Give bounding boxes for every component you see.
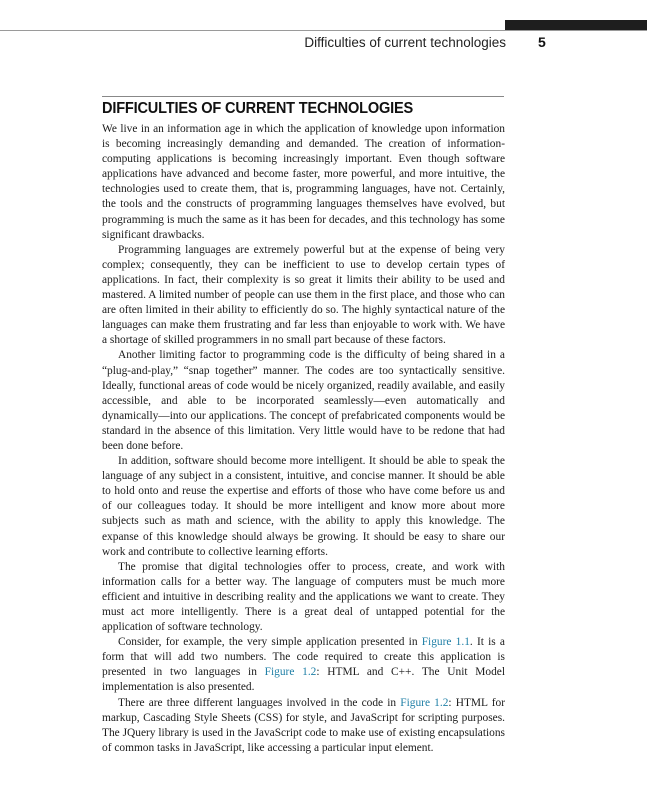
header-rule [0,30,647,31]
body-text [102,122,505,756]
paragraph-2: Programming languages are extremely powerful but at the expense of being very complex; consequently, they can be inefficient to use to develop certain types of applications. In fact, their complexity is so great it limits their ability to be used and mastered. A limited number of people can use them in the first place, and those who can are often limited in their ability to efficiently do so. The highly syntactical nature of the languages can make them frustrating and far less than enjoyable to work with. We have a shortage of skilled programmers in no small part because of these factors. [102,243,505,347]
paragraph-4: In addition, software should become more intelligent. It should be able to speak the language of any subject in a consistent, intuitive, and concise manner. It should be able to hold onto and reuse the expertise and efforts of those who have come before us and of our colleagues today. It should be more intelligent and know more about more subjects such as math and science, with the ability to apply this knowledge. The expanse of this knowledge should always be growing. It should be easy to share our work and contribute to collective learning efforts. [102,455,505,558]
paragraph-3: Another limiting factor to programming code is the difficulty of being shared in a “plug-and-play,” “snap together” manner. The codes are too syntactically sensitive. Ideally, functional areas of code would be nicely organized, readily available, and easily accessible, and able to be incorporated seamlessly—even automatically and dynamically—into our applications. The concept of prefabricated components would be standard in the absence of this limitation. Very little would have to be redone that had been done before. [102,349,505,452]
paragraph-7-text-a: There are three different languages involved in the code in [118,696,401,709]
paragraph-6-text-c: : HTML and C++. The Unit Model implementation is also presented. [102,666,506,694]
page-number: 5 [538,34,546,50]
paragraph-5: The promise that digital technologies offer to process, create, and work with information calls for a better way. The language of computers must be much more efficient and intuitive in describing reality and the applications we want to create. They must act more intelligently. There is a great deal of untapped potential for the application of software technology. [102,560,505,634]
paragraph-1: We live in an information age in which the application of knowledge upon information is becoming increasingly demanding and demanded. The creation of information-computing applications is becoming increasingly important. Even though software applications have advanced and become faster, more powerful, and more intuitive, the technologies used to create them, that is, programming languages, have not. Certainly, the tools and the constructs of programming languages themselves have evolved, but programming is much the same as it has been for decades, and this technology has some significant drawbacks. [102,123,505,241]
paragraph-7 [102,696,505,756]
figure-1-2-link[interactable]: Figure 1.2 [400,696,449,709]
figure-1-1-link[interactable]: Figure 1.1 [421,636,470,649]
paragraph-6-text-a: Consider, for example, the very simple application presented in [118,636,422,649]
figure-1-2-link[interactable]: Figure 1.2 [264,666,317,679]
paragraph-6 [102,635,505,695]
paragraph-7-text-b: : HTML for markup, Cascading Style Sheets (CSS) for style, and JavaScript for scripting purposes. The JQuery library is used in the JavaScript code to make use of existing encapsulations of common tasks in JavaScript, like accessing a particular input element. [102,696,505,754]
section-rule [102,96,504,97]
section-title: DIFFICULTIES OF CURRENT TECHNOLOGIES [102,100,414,117]
paragraph-6-text-b: . It is a form that will add two numbers. The code required to create this application is presented in two languages in [102,636,505,679]
running-head: Difficulties of current technologies [304,35,506,50]
